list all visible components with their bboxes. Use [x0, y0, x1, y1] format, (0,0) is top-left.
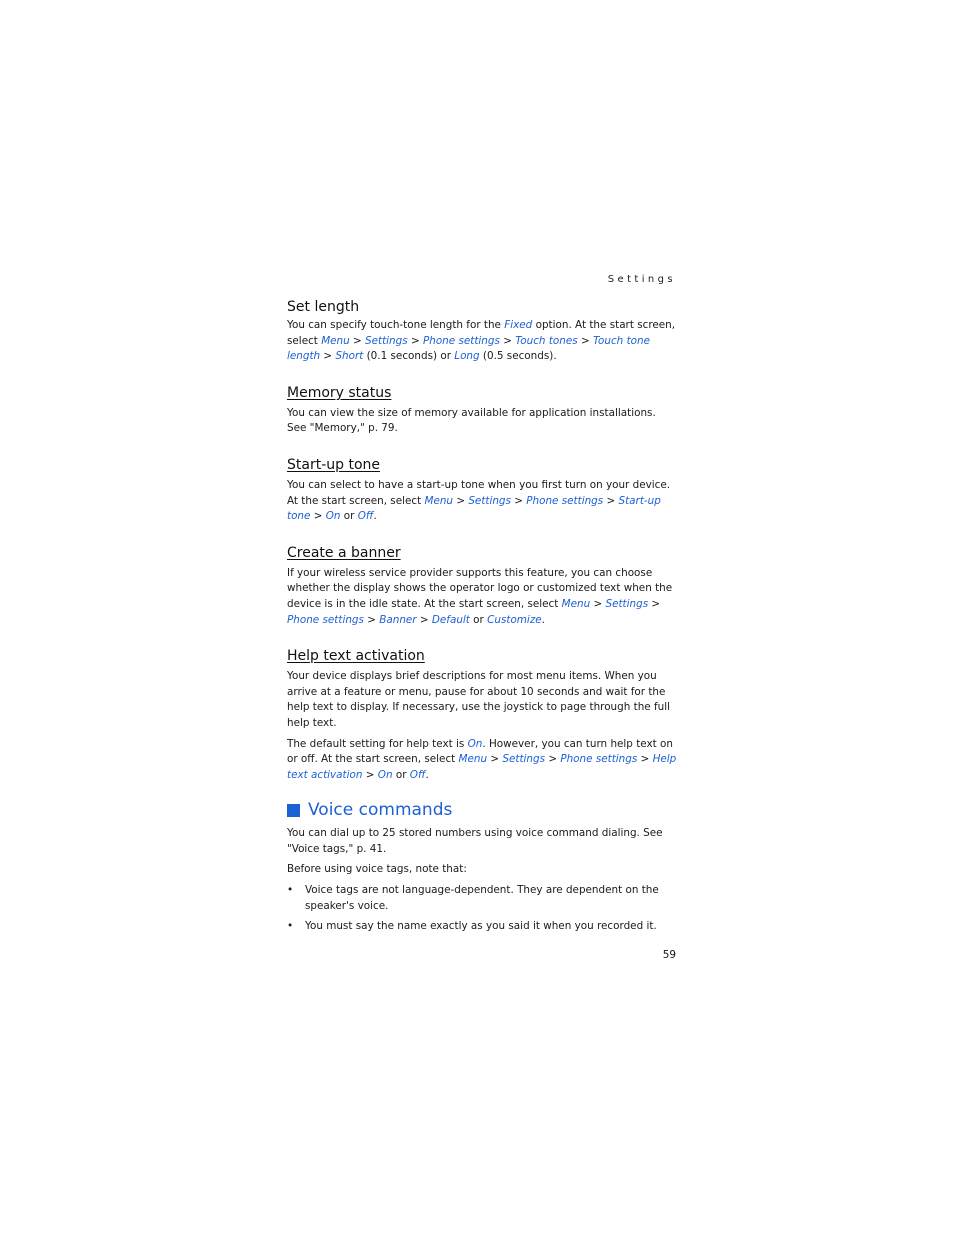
- separator: >: [453, 494, 469, 507]
- separator: >: [362, 768, 378, 781]
- startup-tone-paragraph: [287, 478, 679, 525]
- create-banner-paragraph: [287, 566, 679, 628]
- page-number: 59: [662, 949, 676, 961]
- set-length-paragraph: [287, 318, 679, 365]
- menu-term-off: Off: [409, 768, 426, 781]
- menu-term-off: Off: [357, 510, 374, 523]
- menu-term-short: Short: [335, 350, 364, 363]
- menu-term-phone-settings: Phone settings: [287, 613, 364, 626]
- menu-term-fixed: Fixed: [504, 319, 533, 331]
- separator: >: [510, 494, 527, 507]
- separator: >: [416, 613, 432, 626]
- menu-term-help-text-activation: Help text activation: [287, 753, 677, 781]
- menu-term-menu: Menu: [424, 494, 454, 507]
- list-item-text: You must say the name exactly as you said it when you recorded it.: [305, 920, 657, 933]
- voice-commands-heading: Voice commands: [308, 800, 453, 821]
- cross-reference: See "Memory," p. 79.: [287, 422, 398, 435]
- separator: >: [545, 753, 561, 766]
- menu-term-long: Long: [454, 350, 480, 363]
- page-content: [287, 298, 679, 940]
- menu-term-touch-tones: Touch tones: [515, 334, 578, 347]
- separator: >: [603, 494, 619, 507]
- help-text-heading: Help text activation: [287, 648, 425, 665]
- memory-status-heading: Memory status: [287, 384, 392, 401]
- menu-term-settings: Settings: [605, 597, 649, 610]
- text: You can specify touch-tone length for the: [287, 319, 505, 331]
- startup-tone-heading: Start-up tone: [287, 456, 381, 473]
- separator: >: [590, 597, 606, 610]
- menu-term-on: On: [325, 510, 341, 523]
- help-text-paragraph-1: Your device displays brief descriptions for most menu items. When you arrive at a feature or menu, pause for about 10 seconds and wait for the help text to display. If necessary, use the joystick to page through the full help text.: [287, 670, 670, 729]
- text: You can view the size of memory available for application installations.: [287, 406, 656, 419]
- separator: >: [487, 753, 503, 766]
- menu-term-on: On: [467, 737, 483, 750]
- menu-term-menu: Menu: [458, 753, 488, 766]
- voice-tags-notes-list: [287, 883, 679, 935]
- separator: >: [349, 334, 366, 347]
- set-length-heading: Set length: [287, 299, 360, 315]
- separator: >: [637, 753, 653, 766]
- memory-status-paragraph: [287, 406, 679, 437]
- menu-term-banner: Banner: [379, 613, 417, 626]
- menu-term-phone-settings: Phone settings: [560, 753, 638, 766]
- list-item: [287, 883, 679, 914]
- menu-term-default: Default: [431, 613, 470, 626]
- voice-commands-paragraph-2: Before using voice tags, note that:: [287, 863, 467, 876]
- bullet-icon: •: [287, 884, 294, 897]
- voice-commands-section-title: [287, 800, 679, 820]
- menu-term-settings: Settings: [365, 334, 408, 347]
- text: .: [373, 510, 377, 523]
- text: If your wireless service provider supports this feature, you can choose whether the display shows the operator logo or customized text when the device is in the idle state. At the start screen, select: [287, 566, 673, 610]
- menu-term-customize: Customize: [487, 613, 542, 626]
- separator: >: [577, 334, 593, 347]
- create-banner-heading: Create a banner: [287, 544, 401, 561]
- bullet-icon: •: [287, 920, 294, 933]
- menu-term-touch-tone-length: Touch tone length: [287, 334, 650, 363]
- list-item-text: Voice tags are not language-dependent. They are dependent on the speaker's voice.: [305, 884, 659, 912]
- menu-term-settings: Settings: [468, 494, 511, 507]
- separator: >: [499, 334, 516, 347]
- text: You can select to have a start-up tone when you first turn on your device. At the start screen, select: [287, 478, 671, 507]
- text: The default setting for help text is: [287, 737, 468, 750]
- separator: >: [648, 597, 661, 610]
- separator: >: [320, 350, 336, 363]
- list-item: [287, 919, 679, 935]
- text: .: [425, 768, 429, 781]
- menu-term-startup-tone: Start-up tone: [287, 494, 661, 523]
- text: or: [340, 510, 358, 523]
- menu-term-phone-settings: Phone settings: [422, 334, 500, 347]
- menu-term-menu: Menu: [561, 597, 591, 610]
- separator: >: [407, 334, 423, 347]
- text: . However, you can turn help text on or off. At the start screen, select: [287, 737, 673, 766]
- text: .: [541, 613, 545, 626]
- menu-term-on: On: [377, 768, 393, 781]
- menu-term-settings: Settings: [502, 753, 546, 766]
- text: (0.1 seconds) or: [363, 350, 455, 363]
- menu-term-phone-settings: Phone settings: [526, 494, 604, 507]
- menu-term-menu: Menu: [321, 334, 350, 347]
- text: option. At the start screen, select: [287, 319, 676, 347]
- voice-commands-paragraph-1: You can dial up to 25 stored numbers using voice command dialing. See "Voice tags," p. 41.: [287, 827, 663, 855]
- running-head: Settings: [607, 274, 676, 285]
- text: or: [469, 613, 488, 626]
- separator: >: [363, 613, 380, 626]
- section-square-icon: [287, 804, 300, 817]
- help-text-paragraph-2: [287, 737, 679, 784]
- separator: >: [310, 510, 326, 523]
- text: (0.5 seconds).: [479, 350, 557, 363]
- text: or: [392, 768, 410, 781]
